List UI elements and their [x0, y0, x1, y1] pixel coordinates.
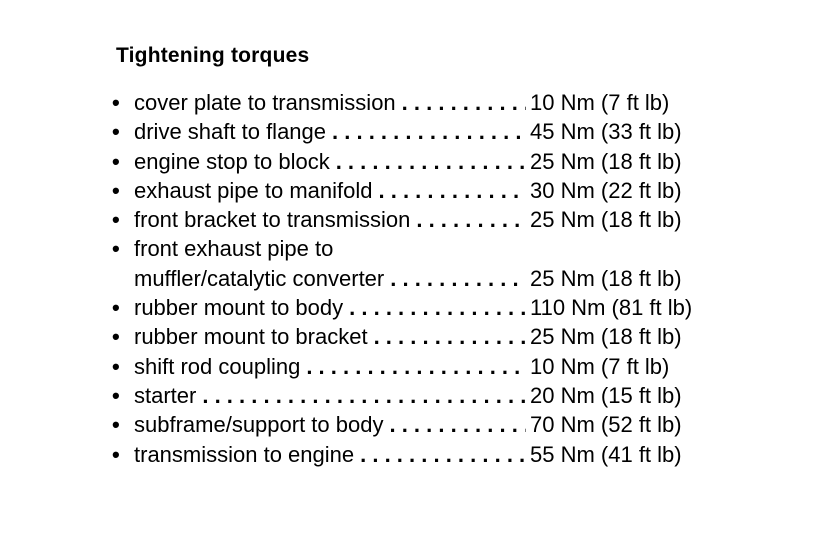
item-label: starter [134, 382, 197, 408]
item-label: engine stop to block [134, 148, 330, 174]
item-label: rubber mount to bracket [134, 324, 368, 350]
item-label: exhaust pipe to manifold [134, 177, 373, 203]
item-label-continued: muffler/catalytic converter [134, 265, 385, 291]
bullet-icon: • [112, 207, 120, 233]
dot-leader [336, 147, 526, 176]
list-item [112, 88, 722, 117]
bullet-icon: • [112, 441, 120, 467]
item-value: 110 Nm (81 ft lb) [530, 295, 693, 321]
item-value: 25 Nm (18 ft lb) [530, 324, 682, 350]
item-label: front exhaust pipe to [134, 236, 334, 262]
item-label: shift rod coupling [134, 353, 301, 379]
bullet-icon: • [112, 412, 120, 438]
list-item [112, 205, 722, 234]
list-item [112, 293, 722, 322]
item-value: 10 Nm (7 ft lb) [530, 90, 670, 115]
dot-leader [389, 410, 526, 439]
dot-leader [349, 293, 526, 322]
item-label: subframe/support to body [134, 412, 384, 438]
dot-leader [202, 381, 526, 410]
bullet-icon: • [112, 236, 120, 262]
item-value: 20 Nm (15 ft lb) [530, 382, 682, 408]
dot-leader [416, 205, 526, 234]
item-value: 25 Nm (18 ft lb) [530, 207, 682, 233]
item-label: front bracket to transmission [134, 207, 411, 233]
list-item [112, 147, 722, 176]
item-value: 30 Nm (22 ft lb) [530, 177, 682, 203]
dot-leader [360, 440, 526, 469]
list-item [112, 322, 722, 351]
list-item [112, 410, 722, 439]
item-value: 25 Nm (18 ft lb) [530, 265, 682, 291]
dot-leader [374, 322, 526, 351]
dot-leader [332, 117, 526, 146]
item-value: 25 Nm (18 ft lb) [530, 148, 682, 174]
item-label: transmission to engine [134, 441, 355, 467]
bullet-icon: • [112, 177, 120, 203]
list-item [112, 117, 722, 146]
bullet-icon: • [112, 148, 120, 174]
list-item [112, 176, 722, 205]
item-label: rubber mount to body [134, 295, 344, 321]
item-label: cover plate to transmission [134, 90, 396, 115]
bullet-icon: • [112, 295, 120, 321]
item-value: 55 Nm (41 ft lb) [530, 441, 682, 467]
item-value: 70 Nm (52 ft lb) [530, 412, 682, 438]
section-title: Tightening torques [116, 44, 310, 67]
list-item [112, 440, 722, 469]
dot-leader [379, 176, 527, 205]
bullet-icon: • [112, 119, 120, 145]
bullet-icon: • [112, 90, 120, 115]
item-label: drive shaft to flange [134, 119, 327, 145]
item-value: 10 Nm (7 ft lb) [530, 353, 670, 379]
bullet-icon: • [112, 382, 120, 408]
bullet-icon: • [112, 353, 120, 379]
torque-list [112, 88, 722, 469]
bullet-icon: • [112, 324, 120, 350]
dot-leader [306, 352, 526, 381]
item-value: 45 Nm (33 ft lb) [530, 119, 682, 145]
list-item [112, 381, 722, 410]
list-item [112, 234, 722, 293]
dot-leader [390, 264, 526, 293]
dot-leader [402, 88, 526, 117]
list-item [112, 352, 722, 381]
